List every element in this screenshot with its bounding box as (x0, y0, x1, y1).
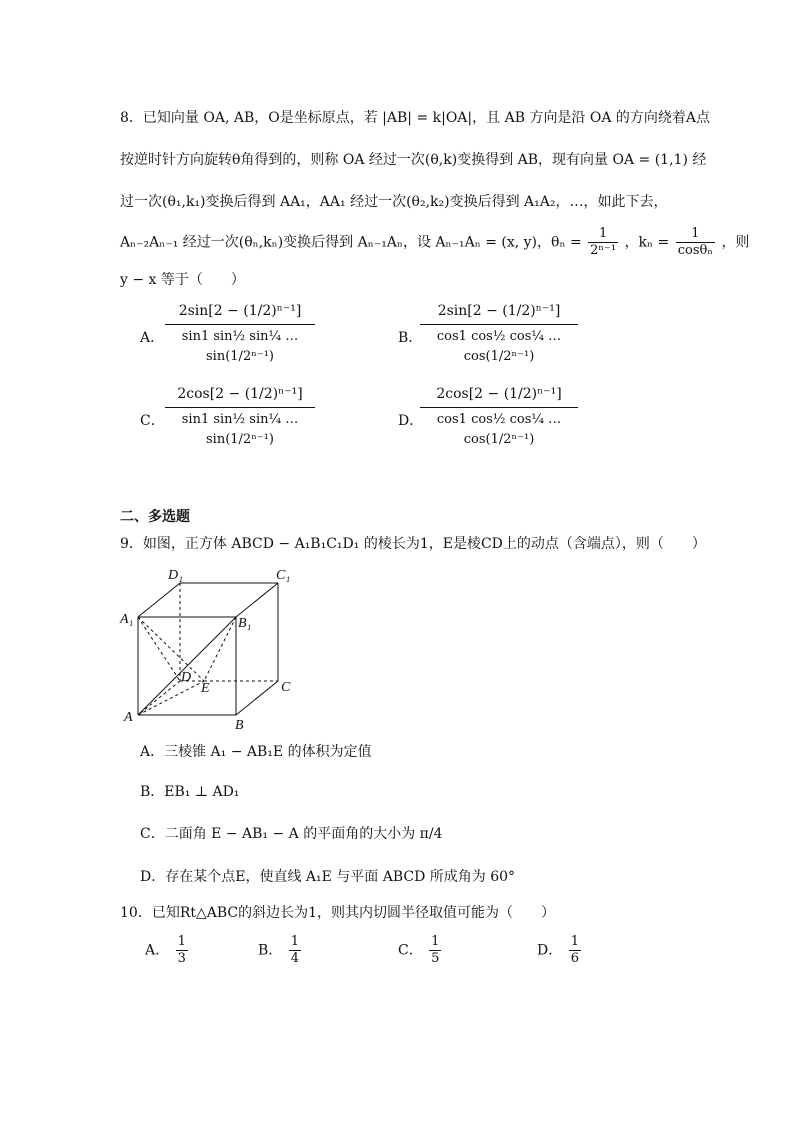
section-title-multiple-choice: 二、多选题 (120, 509, 190, 525)
q8-option-a-expression (165, 298, 315, 367)
q10-option-c (398, 934, 443, 967)
theta-numerator: 1 (588, 226, 618, 243)
q10-option-b-numerator: 1 (290, 934, 300, 949)
label-c1: C₁ (276, 568, 291, 583)
label-e: E (201, 681, 210, 696)
k-numerator: 1 (676, 226, 715, 243)
q8-line-4 (120, 226, 749, 259)
q10-option-a-fraction (176, 934, 188, 967)
q8-option-b-expression (420, 298, 578, 367)
q10-option-a-label: A． (145, 942, 170, 959)
k-denominator: cosθₙ (677, 243, 713, 258)
q10-option-d (537, 934, 583, 967)
q10-option-c-denominator: 5 (431, 951, 440, 966)
q10-option-d-numerator: 1 (570, 934, 579, 949)
q10-option-c-label: C． (398, 942, 423, 959)
q10-option-d-fraction (569, 934, 581, 967)
q8-line-5: y − x 等于（ ） (120, 272, 245, 288)
q8-line-4c: ，则 (721, 234, 750, 251)
q10-option-b (258, 934, 303, 967)
label-d1: D₁ (168, 568, 183, 583)
q9-stem: 9．如图，正方体 ABCD − A₁B₁C₁D₁ 的棱长为1，E是棱CD上的动点（含端点），则（ ） (120, 536, 706, 552)
q9-option-c: C．二面角 E − AB₁ − A 的平面角的大小为 π/4 (140, 826, 443, 842)
label-a1: A₁ (120, 612, 134, 627)
q8-option-a-label: A． (140, 330, 165, 346)
q10-option-d-denominator: 6 (570, 951, 579, 966)
q8-line-1: 8．已知向量 OA, AB，O是坐标原点，若 |AB| = k|OA|，且 AB 方向是沿 OA 的方向绕着A点 (120, 110, 711, 126)
label-b: B (235, 718, 244, 733)
q8-option-d-numerator: 2cos[2 − (1/2)ⁿ⁻¹] (420, 381, 578, 408)
q8-option-b-numerator: 2sin[2 − (1/2)ⁿ⁻¹] (420, 298, 578, 325)
label-b1: B₁ (238, 616, 252, 631)
q8-option-c-denominator: sin1 sin½ sin¼ … sin(1/2ⁿ⁻¹) (181, 412, 299, 447)
q10-stem: 10．已知Rt△ABC的斜边长为1，则其内切圆半径取值可能为（ ） (120, 905, 556, 921)
q8-option-b-denominator: cos1 cos½ cos¼ … cos(1/2ⁿ⁻¹) (436, 329, 562, 364)
q8-option-c-label: C． (140, 413, 165, 429)
q10-option-a-numerator: 1 (177, 934, 186, 949)
q8-option-a-numerator: 2sin[2 − (1/2)ⁿ⁻¹] (165, 298, 315, 325)
q10-option-c-numerator: 1 (431, 934, 440, 949)
q10-option-c-fraction (429, 934, 441, 967)
q10-option-b-denominator: 4 (290, 951, 300, 966)
q8-option-b-label: B． (398, 330, 423, 346)
label-a: A (124, 710, 133, 725)
q10-option-b-label: B． (258, 942, 283, 959)
q10-option-a (145, 934, 190, 967)
q8-option-c-numerator: 2cos[2 − (1/2)ⁿ⁻¹] (165, 381, 315, 408)
q8-line-4b: ，kₙ = (624, 234, 670, 251)
q8-option-a-denominator: sin1 sin½ sin¼ … sin(1/2ⁿ⁻¹) (181, 329, 299, 364)
q8-option-d-label: D． (398, 413, 424, 429)
q9-option-d: D．存在某个点E，使直线 A₁E 与平面 ABCD 所成角为 60° (140, 869, 516, 885)
k-fraction (676, 226, 715, 259)
q8-line-4a: Aₙ₋₂Aₙ₋₁ 经过一次(θₙ,kₙ)变换后得到 Aₙ₋₁Aₙ，设 Aₙ₋₁Aₙ = (x, y)，θₙ = (120, 234, 582, 251)
q9-option-b: B．EB₁ ⊥ AD₁ (140, 784, 240, 800)
q8-option-d-denominator: cos1 cos½ cos¼ … cos(1/2ⁿ⁻¹) (436, 412, 562, 447)
label-c: C (281, 680, 291, 695)
q8-line-2: 按逆时针方向旋转θ角得到的，则称 OA 经过一次(θ,k)变换得到 AB，现有向量 OA = (1,1) 经 (120, 152, 707, 168)
q8-line-3: 过一次(θ₁,k₁)变换后得到 AA₁，AA₁ 经过一次(θ₂,k₂)变换后得到 A₁A₂，…，如此下去， (120, 194, 668, 210)
theta-denominator: 2ⁿ⁻¹ (590, 243, 617, 258)
label-d: D (181, 670, 192, 685)
q8-option-d-expression (420, 381, 578, 450)
q10-option-d-label: D． (537, 942, 563, 959)
q10-option-a-denominator: 3 (177, 951, 186, 966)
cube-figure (118, 565, 298, 735)
q9-option-a: A．三棱锥 A₁ − AB₁E 的体积为定值 (140, 744, 372, 760)
theta-fraction (588, 226, 618, 259)
q10-option-b-fraction (289, 934, 301, 967)
q8-option-c-expression (165, 381, 315, 450)
